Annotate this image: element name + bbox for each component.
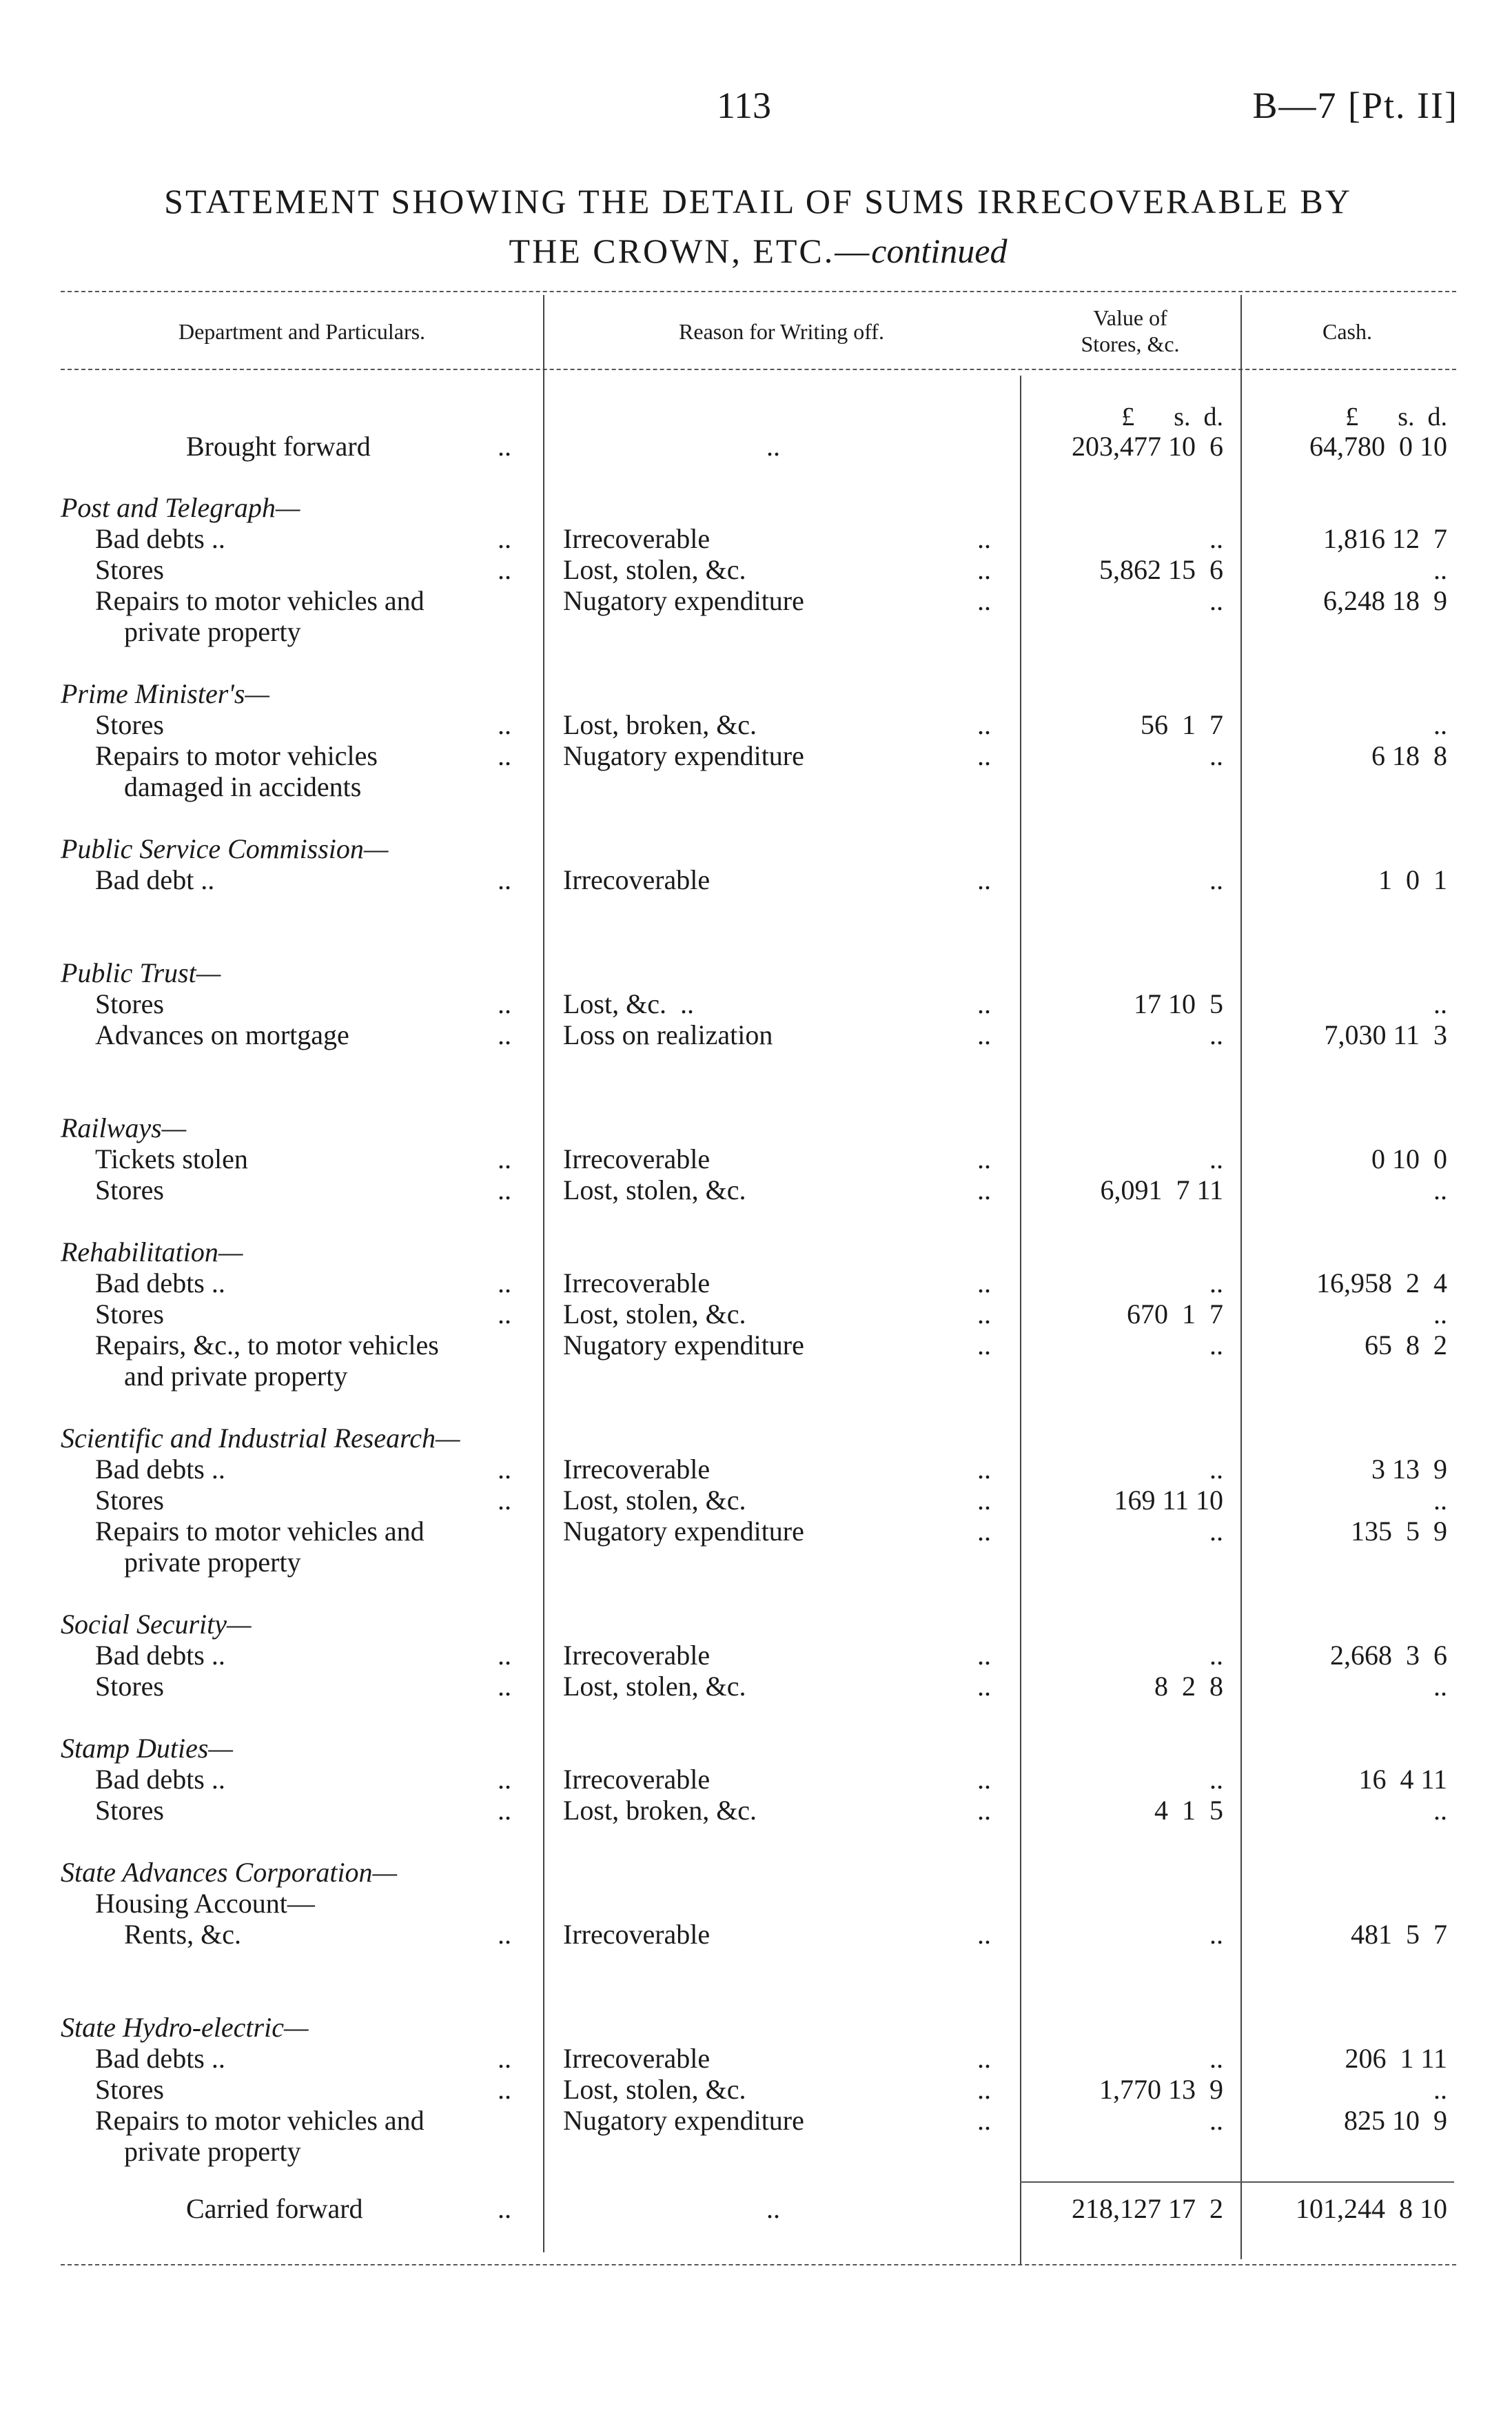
reason: Irrecoverable bbox=[563, 1919, 711, 1950]
leader-dots: .. bbox=[498, 431, 511, 462]
table-row bbox=[0, 1361, 1512, 1392]
leader-dots: .. bbox=[498, 709, 511, 740]
leader-dots: .. bbox=[498, 1671, 511, 1702]
particular: Bad debt .. bbox=[95, 864, 215, 895]
table-row bbox=[0, 1454, 1512, 1485]
leader-dots: .. bbox=[498, 1174, 511, 1205]
page-number: 113 bbox=[717, 85, 771, 126]
reason: Nugatory expenditure bbox=[563, 2105, 804, 2136]
table-row bbox=[0, 988, 1512, 1020]
particular: Rents, &c. bbox=[124, 1919, 241, 1950]
reason: Irrecoverable bbox=[563, 1267, 711, 1298]
reason: Irrecoverable bbox=[563, 1640, 711, 1671]
table-row bbox=[0, 1516, 1512, 1547]
cash: 825 10 9 bbox=[1344, 2105, 1447, 2136]
section-heading-row bbox=[0, 2012, 1512, 2044]
table-row bbox=[0, 2136, 1512, 2168]
value: .. bbox=[1209, 1640, 1223, 1671]
cash: 1 0 1 bbox=[1378, 864, 1447, 895]
value: .. bbox=[1209, 2105, 1223, 2136]
table-row bbox=[0, 709, 1512, 741]
table-row bbox=[0, 616, 1512, 648]
leader-dots: .. bbox=[498, 1919, 511, 1950]
section-heading: Railways— bbox=[61, 1112, 187, 1143]
column-header-cash: Cash. bbox=[1322, 319, 1372, 344]
value: .. bbox=[1209, 1267, 1223, 1298]
leader-dots: .. bbox=[498, 1764, 511, 1795]
reason: Irrecoverable bbox=[563, 1454, 711, 1485]
table-row bbox=[0, 2043, 1512, 2075]
reason: Lost, &c. .. bbox=[563, 988, 694, 1019]
cash: .. bbox=[1433, 554, 1447, 585]
section-heading: Social Security— bbox=[61, 1609, 252, 1640]
particular: Stores bbox=[95, 1485, 164, 1516]
leader-dots: .. bbox=[498, 2043, 511, 2074]
carried-forward-reason: .. bbox=[766, 2193, 780, 2224]
value: .. bbox=[1209, 740, 1223, 771]
table-row bbox=[0, 1143, 1512, 1175]
value: .. bbox=[1209, 2043, 1223, 2074]
reason: Irrecoverable bbox=[563, 523, 711, 554]
leader-dots: .. bbox=[977, 2043, 991, 2074]
value: 5,862 15 6 bbox=[1099, 554, 1223, 585]
section-heading: Rehabilitation— bbox=[61, 1236, 243, 1267]
value: .. bbox=[1209, 1454, 1223, 1485]
value: .. bbox=[1209, 1919, 1223, 1950]
brought-forward-row bbox=[0, 431, 1512, 462]
cash: 2,668 3 6 bbox=[1330, 1640, 1447, 1671]
particular: Stores bbox=[95, 554, 164, 585]
cash: .. bbox=[1433, 1671, 1447, 1702]
leader-dots: .. bbox=[977, 1795, 991, 1826]
leader-dots: .. bbox=[977, 709, 991, 740]
particular: Bad debts .. bbox=[95, 1454, 225, 1485]
table-row bbox=[0, 1329, 1512, 1361]
section-heading: State Advances Corporation— bbox=[61, 1857, 398, 1888]
title-line-2 bbox=[55, 226, 1461, 276]
reason: Lost, broken, &c. bbox=[563, 709, 757, 740]
particular: and private property bbox=[124, 1361, 348, 1392]
table-row bbox=[0, 864, 1512, 896]
cash-units: £ s. d. bbox=[1345, 403, 1447, 431]
section-heading: Post and Telegraph— bbox=[61, 492, 300, 523]
leader-dots: .. bbox=[498, 1795, 511, 1826]
units-row bbox=[0, 401, 1512, 433]
leader-dots: .. bbox=[498, 523, 511, 554]
table-row bbox=[0, 1919, 1512, 1950]
leader-dots: .. bbox=[977, 2074, 991, 2105]
particular: Stores bbox=[95, 2074, 164, 2105]
value: 8 2 8 bbox=[1154, 1671, 1223, 1702]
page-reference: B—7 [Pt. II] bbox=[1252, 85, 1458, 126]
leader-dots: .. bbox=[977, 523, 991, 554]
particular: Stores bbox=[95, 1671, 164, 1702]
particular: private property bbox=[124, 2136, 301, 2167]
leader-dots: .. bbox=[498, 740, 511, 771]
table-row bbox=[0, 1764, 1512, 1795]
leader-dots: .. bbox=[977, 988, 991, 1019]
leader-dots: .. bbox=[977, 864, 991, 895]
title-line-1: STATEMENT SHOWING THE DETAIL OF SUMS IRRECOVERABLE BY bbox=[164, 182, 1352, 221]
table-row bbox=[0, 1298, 1512, 1330]
value: 17 10 5 bbox=[1134, 988, 1223, 1019]
leader-dots: .. bbox=[498, 1640, 511, 1671]
table-row bbox=[0, 1888, 1512, 1919]
value: 169 11 10 bbox=[1114, 1485, 1223, 1516]
section-heading-row bbox=[0, 678, 1512, 710]
reason: Nugatory expenditure bbox=[563, 585, 804, 616]
value: .. bbox=[1209, 1019, 1223, 1050]
value: 4 1 5 bbox=[1154, 1795, 1223, 1826]
cash: .. bbox=[1433, 709, 1447, 740]
reason: Nugatory expenditure bbox=[563, 1516, 804, 1547]
value: 1,770 13 9 bbox=[1099, 2074, 1223, 2105]
cash: 135 5 9 bbox=[1351, 1516, 1447, 1547]
brought-forward-reason: .. bbox=[766, 431, 780, 462]
carried-forward-row bbox=[0, 2193, 1512, 2225]
particular: damaged in accidents bbox=[124, 771, 362, 802]
section-heading: State Hydro-electric— bbox=[61, 2012, 309, 2043]
particular: Tickets stolen bbox=[95, 1143, 248, 1174]
leader-dots: .. bbox=[498, 1019, 511, 1050]
reason: Irrecoverable bbox=[563, 2043, 711, 2074]
carried-forward-cash: 101,244 8 10 bbox=[1296, 2193, 1447, 2224]
leader-dots: .. bbox=[977, 1764, 991, 1795]
particular: Advances on mortgage bbox=[95, 1019, 349, 1050]
leader-dots: .. bbox=[498, 1485, 511, 1516]
reason: Lost, stolen, &c. bbox=[563, 1485, 746, 1516]
brought-forward-cash: 64,780 0 10 bbox=[1309, 431, 1447, 462]
leader-dots: .. bbox=[498, 2074, 511, 2105]
reason: Lost, broken, &c. bbox=[563, 1795, 757, 1826]
particular: Repairs to motor vehicles and bbox=[95, 1516, 425, 1547]
particular: Bad debts .. bbox=[95, 523, 225, 554]
cash: 65 8 2 bbox=[1365, 1329, 1447, 1361]
column-header-value-line1: Value of bbox=[1093, 305, 1167, 330]
table-row bbox=[0, 585, 1512, 617]
table-row bbox=[0, 554, 1512, 586]
section-heading-row bbox=[0, 957, 1512, 989]
page-title bbox=[55, 176, 1461, 276]
column-header-value bbox=[1020, 305, 1240, 357]
reason: Lost, stolen, &c. bbox=[563, 1174, 746, 1205]
section-heading-row bbox=[0, 833, 1512, 865]
leader-dots: .. bbox=[498, 1143, 511, 1174]
table-row bbox=[0, 2105, 1512, 2137]
value: .. bbox=[1209, 585, 1223, 616]
reason: Irrecoverable bbox=[563, 1143, 711, 1174]
table-bottom-rule bbox=[61, 2264, 1456, 2265]
reason: Lost, stolen, &c. bbox=[563, 554, 746, 585]
table-row bbox=[0, 1640, 1512, 1671]
section-heading-row bbox=[0, 1236, 1512, 1268]
value-units: £ s. d. bbox=[1121, 403, 1223, 431]
value: 670 1 7 bbox=[1127, 1298, 1223, 1329]
particular: Bad debts .. bbox=[95, 1640, 225, 1671]
value: .. bbox=[1209, 864, 1223, 895]
particular: Bad debts .. bbox=[95, 1764, 225, 1795]
column-header-reason: Reason for Writing off. bbox=[679, 319, 884, 344]
cash: 1,816 12 7 bbox=[1323, 523, 1447, 554]
total-rule-cash bbox=[1240, 2181, 1454, 2183]
table-row bbox=[0, 1174, 1512, 1206]
value: 6,091 7 11 bbox=[1100, 1174, 1223, 1205]
particular: Stores bbox=[95, 988, 164, 1019]
brought-forward-label: Brought forward bbox=[186, 431, 371, 462]
leader-dots: .. bbox=[977, 585, 991, 616]
section-heading-row bbox=[0, 1609, 1512, 1640]
table-row bbox=[0, 1795, 1512, 1826]
particular: Bad debts .. bbox=[95, 2043, 225, 2074]
table-row bbox=[0, 2074, 1512, 2106]
cash: .. bbox=[1433, 1174, 1447, 1205]
table-top-rule bbox=[61, 291, 1456, 292]
particular: Repairs to motor vehicles bbox=[95, 740, 378, 771]
leader-dots: .. bbox=[977, 1143, 991, 1174]
leader-dots: .. bbox=[977, 1329, 991, 1361]
cash: .. bbox=[1433, 2074, 1447, 2105]
particular: private property bbox=[124, 616, 301, 647]
title-line-2-text: THE CROWN, ETC.— bbox=[509, 232, 872, 270]
cash: .. bbox=[1433, 1795, 1447, 1826]
section-heading: Public Service Commission— bbox=[61, 833, 389, 864]
particular: Repairs, &c., to motor vehicles bbox=[95, 1329, 439, 1361]
value: .. bbox=[1209, 523, 1223, 554]
particular: Stores bbox=[95, 1298, 164, 1329]
leader-dots: .. bbox=[977, 1919, 991, 1950]
column-header-value-line2: Stores, &c. bbox=[1081, 332, 1180, 356]
leader-dots: .. bbox=[977, 1174, 991, 1205]
section-heading: Public Trust— bbox=[61, 957, 221, 988]
title-continued: continued bbox=[871, 232, 1008, 270]
leader-dots: .. bbox=[977, 1298, 991, 1329]
cash: 16 4 11 bbox=[1358, 1764, 1447, 1795]
reason: Lost, stolen, &c. bbox=[563, 2074, 746, 2105]
particular: Repairs to motor vehicles and bbox=[95, 2105, 425, 2136]
header-bottom-rule bbox=[61, 369, 1456, 370]
reason: Irrecoverable bbox=[563, 864, 711, 895]
cash: 3 13 9 bbox=[1371, 1454, 1447, 1485]
cash: 6 18 8 bbox=[1371, 740, 1447, 771]
cash: 206 1 11 bbox=[1345, 2043, 1447, 2074]
section-heading-row bbox=[0, 492, 1512, 524]
cash: 6,248 18 9 bbox=[1323, 585, 1447, 616]
reason: Nugatory expenditure bbox=[563, 740, 804, 771]
section-heading-row bbox=[0, 1112, 1512, 1144]
leader-dots: .. bbox=[977, 740, 991, 771]
table-row bbox=[0, 771, 1512, 803]
cash: .. bbox=[1433, 1485, 1447, 1516]
leader-dots: .. bbox=[977, 1485, 991, 1516]
leader-dots: .. bbox=[498, 2193, 511, 2224]
leader-dots: .. bbox=[498, 864, 511, 895]
particular: Housing Account— bbox=[95, 1888, 315, 1919]
leader-dots: .. bbox=[977, 1454, 991, 1485]
leader-dots: .. bbox=[977, 2105, 991, 2136]
cash: .. bbox=[1433, 988, 1447, 1019]
table-row bbox=[0, 1485, 1512, 1516]
value: 56 1 7 bbox=[1141, 709, 1223, 740]
reason: Irrecoverable bbox=[563, 1764, 711, 1795]
cash: 481 5 7 bbox=[1351, 1919, 1447, 1950]
table-row bbox=[0, 523, 1512, 555]
section-heading: Prime Minister's— bbox=[61, 678, 269, 709]
value: .. bbox=[1209, 1764, 1223, 1795]
reason: Nugatory expenditure bbox=[563, 1329, 804, 1361]
section-heading: Stamp Duties— bbox=[61, 1733, 233, 1764]
cash: 0 10 0 bbox=[1371, 1143, 1447, 1174]
particular: Bad debts .. bbox=[95, 1267, 225, 1298]
carried-forward-value: 218,127 17 2 bbox=[1072, 2193, 1223, 2224]
table-row bbox=[0, 1267, 1512, 1299]
leader-dots: .. bbox=[977, 1640, 991, 1671]
leader-dots: .. bbox=[977, 1019, 991, 1050]
particular: Stores bbox=[95, 1795, 164, 1826]
column-header-particulars: Department and Particulars. bbox=[178, 319, 426, 344]
particular: Stores bbox=[95, 709, 164, 740]
cash: 16,958 2 4 bbox=[1316, 1267, 1447, 1298]
leader-dots: .. bbox=[498, 1454, 511, 1485]
cash: .. bbox=[1433, 1298, 1447, 1329]
value: .. bbox=[1209, 1143, 1223, 1174]
table-row bbox=[0, 1671, 1512, 1702]
table-row bbox=[0, 1019, 1512, 1051]
particular: Repairs to motor vehicles and bbox=[95, 585, 425, 616]
section-heading-row bbox=[0, 1733, 1512, 1764]
particular: private property bbox=[124, 1547, 301, 1578]
leader-dots: .. bbox=[498, 1267, 511, 1298]
table-row bbox=[0, 1547, 1512, 1578]
reason: Lost, stolen, &c. bbox=[563, 1671, 746, 1702]
carried-forward-label: Carried forward bbox=[186, 2193, 363, 2224]
table-row bbox=[0, 740, 1512, 772]
value: .. bbox=[1209, 1516, 1223, 1547]
leader-dots: .. bbox=[977, 554, 991, 585]
reason: Loss on realization bbox=[563, 1019, 773, 1050]
leader-dots: .. bbox=[498, 1298, 511, 1329]
leader-dots: .. bbox=[498, 554, 511, 585]
leader-dots: .. bbox=[977, 1671, 991, 1702]
reason: Lost, stolen, &c. bbox=[563, 1298, 746, 1329]
total-rule-value bbox=[1020, 2181, 1240, 2183]
leader-dots: .. bbox=[498, 988, 511, 1019]
value: .. bbox=[1209, 1329, 1223, 1361]
leader-dots: .. bbox=[977, 1267, 991, 1298]
section-heading: Scientific and Industrial Research— bbox=[61, 1423, 460, 1454]
cash: 7,030 11 3 bbox=[1324, 1019, 1447, 1050]
section-heading-row bbox=[0, 1423, 1512, 1454]
particular: Stores bbox=[95, 1174, 164, 1205]
section-heading-row bbox=[0, 1857, 1512, 1888]
brought-forward-value: 203,477 10 6 bbox=[1072, 431, 1223, 462]
leader-dots: .. bbox=[977, 1516, 991, 1547]
